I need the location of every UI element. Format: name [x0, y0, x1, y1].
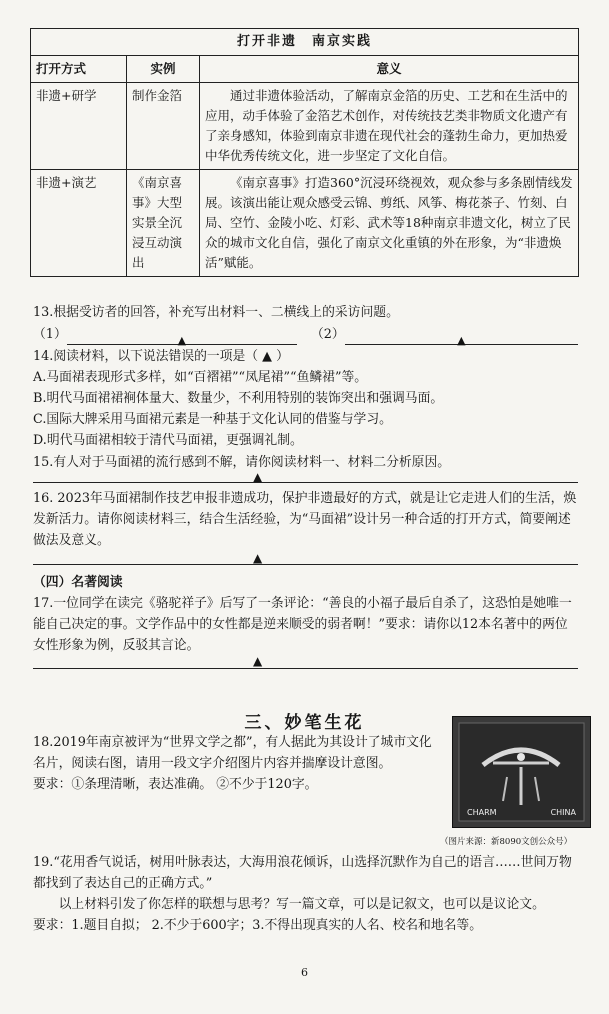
page-number: 6: [301, 966, 308, 979]
q13-label-2: （2）: [310, 327, 345, 342]
q14-option-a: A.马面裙表现形式多样，如“百褶裙”“凤尾裙”“鱼鳞裙”等。: [33, 370, 368, 385]
answer-marker-icon: ▲: [177, 334, 187, 347]
q16-text: 16. 2023年马面裙制作技艺申报非遗成功，保护非遗最好的方式，就是让它走进人们的生活，焕发新活力。请你阅读材料三，结合生活经验，为“马面裙”设计另一种合适的打开方式，简要阐述做法及意义。: [33, 491, 577, 548]
header-way: 打开方式: [31, 56, 127, 83]
q13-label-1: （1）: [33, 327, 67, 342]
city-card-image: [452, 716, 591, 828]
answer-marker-icon: ▲: [253, 470, 263, 484]
section-heading: （四）名著阅读: [33, 575, 123, 590]
q13-answer-blank-2[interactable]: [345, 330, 578, 345]
row1-example: 制作金箔: [127, 83, 200, 170]
row2-example: 《南京喜事》大型实景全沉浸互动演出: [127, 170, 200, 277]
q14-option-d: D.明代马面裙相较于清代马面裙，更强调礼制。: [33, 433, 303, 448]
question-13: [33, 302, 578, 345]
q17-text: 17.一位同学在读完《骆驼祥子》后写了一条评论：“善良的小福子最后自杀了，这恐怕是她唯一能自己决定的事。文学作品中的女性都是逆来顺受的弱者啊！”要求：请你以12本名著中的两位女性形象为例，反驳其言论。: [33, 596, 572, 653]
row2-way: 非遗+演艺: [31, 170, 127, 277]
q14-text: 14.阅读材料，以下说法错误的一项是（ ▲ ）: [33, 349, 289, 364]
reading-section: [33, 572, 578, 656]
answer-marker-icon: ▲: [253, 551, 263, 565]
q14-option-c: C.国际大牌采用马面裙元素是一种基于文化认同的借鉴与学习。: [33, 412, 392, 427]
row1-meaning: 通过非遗体验活动，了解南京金箔的历史、工艺和在生活中的应用，动手体验了金箔艺术创作，对传统技艺类非物质文化遗产有了亲身感知，体验到南京非遗在现代社会的蓬勃生命力，更加热爱中华优秀传统文化，进一步坚定了文化自信。: [200, 83, 579, 170]
question-19: [33, 852, 578, 936]
answer-marker-icon: ▲: [457, 334, 466, 347]
q18-text: 18.2019年南京被评为“世界文学之都”，有人据此为其设计了城市文化名片，阅读右图，请用一段文字介绍图片内容并揣摩设计意图。: [33, 735, 432, 771]
question-15: [33, 452, 578, 473]
table-row: [31, 83, 579, 170]
q19-prompt: 以上材料引发了你怎样的联想与思考？写一篇文章，可以是记叙文，也可以是议论文。: [58, 897, 545, 912]
row2-meaning: 《南京喜事》打造360°沉浸环绕视效，观众参与多条剧情线发展。该演出能让观众感受云锦、剪纸、风筝、梅花茶子、竹刻、白局、空竹、金陵小吃、灯彩、武术等18种南京非遗文化，树立了民众的城市文化自信，强化了南京文化重镇的外在形象，为“非遗焕活”赋能。: [200, 170, 579, 277]
q19-quote: 19.“花用香气说话，树用叶脉表达，大海用浪花倾诉，山选择沉默作为自己的语言……世间万物都找到了表达自己的正确方式。”: [33, 855, 572, 891]
question-18: [33, 732, 438, 795]
q15-text: 15.有人对于马面裙的流行感到不解，请你阅读材料一、材料二分析原因。: [33, 455, 451, 470]
image-text-left: CHARM: [467, 808, 497, 817]
q13-answer-row: [33, 323, 578, 345]
q15-answer-line[interactable]: [33, 482, 578, 483]
question-16: [33, 488, 578, 551]
q13-text: 13.根据受访者的回答，补充写出材料一、二横线上的采访问题。: [33, 305, 399, 320]
practice-table: [30, 28, 579, 277]
answer-marker-icon: ▲: [253, 654, 263, 668]
q17-answer-line[interactable]: [33, 668, 578, 669]
header-example: 实例: [127, 56, 200, 83]
q14-option-b: B.明代马面裙裙裥体量大、数量少，不利用特别的装饰突出和强调马面。: [33, 391, 444, 406]
q16-answer-line[interactable]: [33, 564, 578, 565]
q18-requirement: 要求：①条理清晰，表达准确。 ②不少于120字。: [33, 777, 318, 792]
image-text-right: CHINA: [550, 808, 576, 817]
header-meaning: 意义: [200, 56, 579, 83]
table-title: 打开非遗 南京实践: [31, 29, 579, 56]
q13-answer-blank-1[interactable]: [67, 330, 297, 345]
table-row: [31, 170, 579, 277]
row1-way: 非遗+研学: [31, 83, 127, 170]
question-14: [33, 346, 578, 451]
q19-requirement: 要求：1.题目自拟； 2.不少于600字；3.不得出现真实的人名、校名和地名等。: [33, 918, 483, 933]
image-caption: （图片来源：新8090文创公众号）: [440, 837, 573, 847]
section-title: 三、妙笔生花: [244, 713, 365, 733]
